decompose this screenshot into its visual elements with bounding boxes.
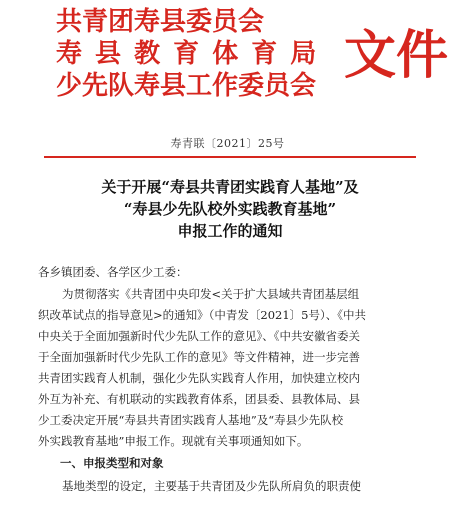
issuer-young-pioneers: 少先队寿县工作委员会 [56, 71, 317, 101]
paragraph [38, 284, 438, 452]
paragraph-line: 基地类型的设定，主要基于共青团及少先队所肩负的职责使 [62, 479, 361, 493]
salutation: 各乡镇团委、各学区少工委： [38, 265, 188, 279]
paragraph-line: 外互为补充、有机联动的实践教育体系，团县委、县教体局、县 [38, 392, 360, 406]
issuer-block [56, 6, 346, 102]
title-line: 关于开展“寿县共青团实践育人基地”及 [101, 178, 359, 196]
paragraph-line: 共青团实践育人机制，强化少先队实践育人作用，加快建立校内 [38, 371, 360, 385]
paragraph-line: 外实践教育基地”申报工作。现就有关事项通知如下。 [38, 434, 309, 448]
paragraph-line: 为贯彻落实《共青团中央印发<关于扩大县域共青团基层组 [62, 287, 360, 301]
paragraph-line: 中央关于全面加强新时代少先队工作的意见》、《中共安徽省委关 [38, 329, 360, 343]
issuer-education-bureau: 寿 县 教 育 体 育 局 [56, 39, 319, 69]
title-line: “寿县少先队校外实践教育基地” [123, 200, 337, 218]
document-number: 寿青联〔2021〕25号 [170, 137, 285, 150]
section-heading: 一、申报类型和对象 [60, 456, 164, 470]
paragraph-line: 于全面加强新时代少先队工作的意见》等文件精神，进一步完善 [38, 350, 360, 364]
document-title [40, 176, 420, 242]
paragraph-line: 织改革试点的指导意见>的通知》（中青发〔2021〕5号）、《中共 [38, 308, 366, 322]
red-divider-line [44, 156, 416, 158]
document-type-label: 文件 [344, 25, 449, 86]
title-line: 申报工作的通知 [177, 222, 283, 240]
issuer-youth-league: 共青团寿县委员会 [56, 7, 265, 37]
paragraph-line: 少工委决定开展“寿县共青团实践育人基地”及“寿县少先队校 [38, 413, 344, 427]
document-body [38, 260, 438, 498]
